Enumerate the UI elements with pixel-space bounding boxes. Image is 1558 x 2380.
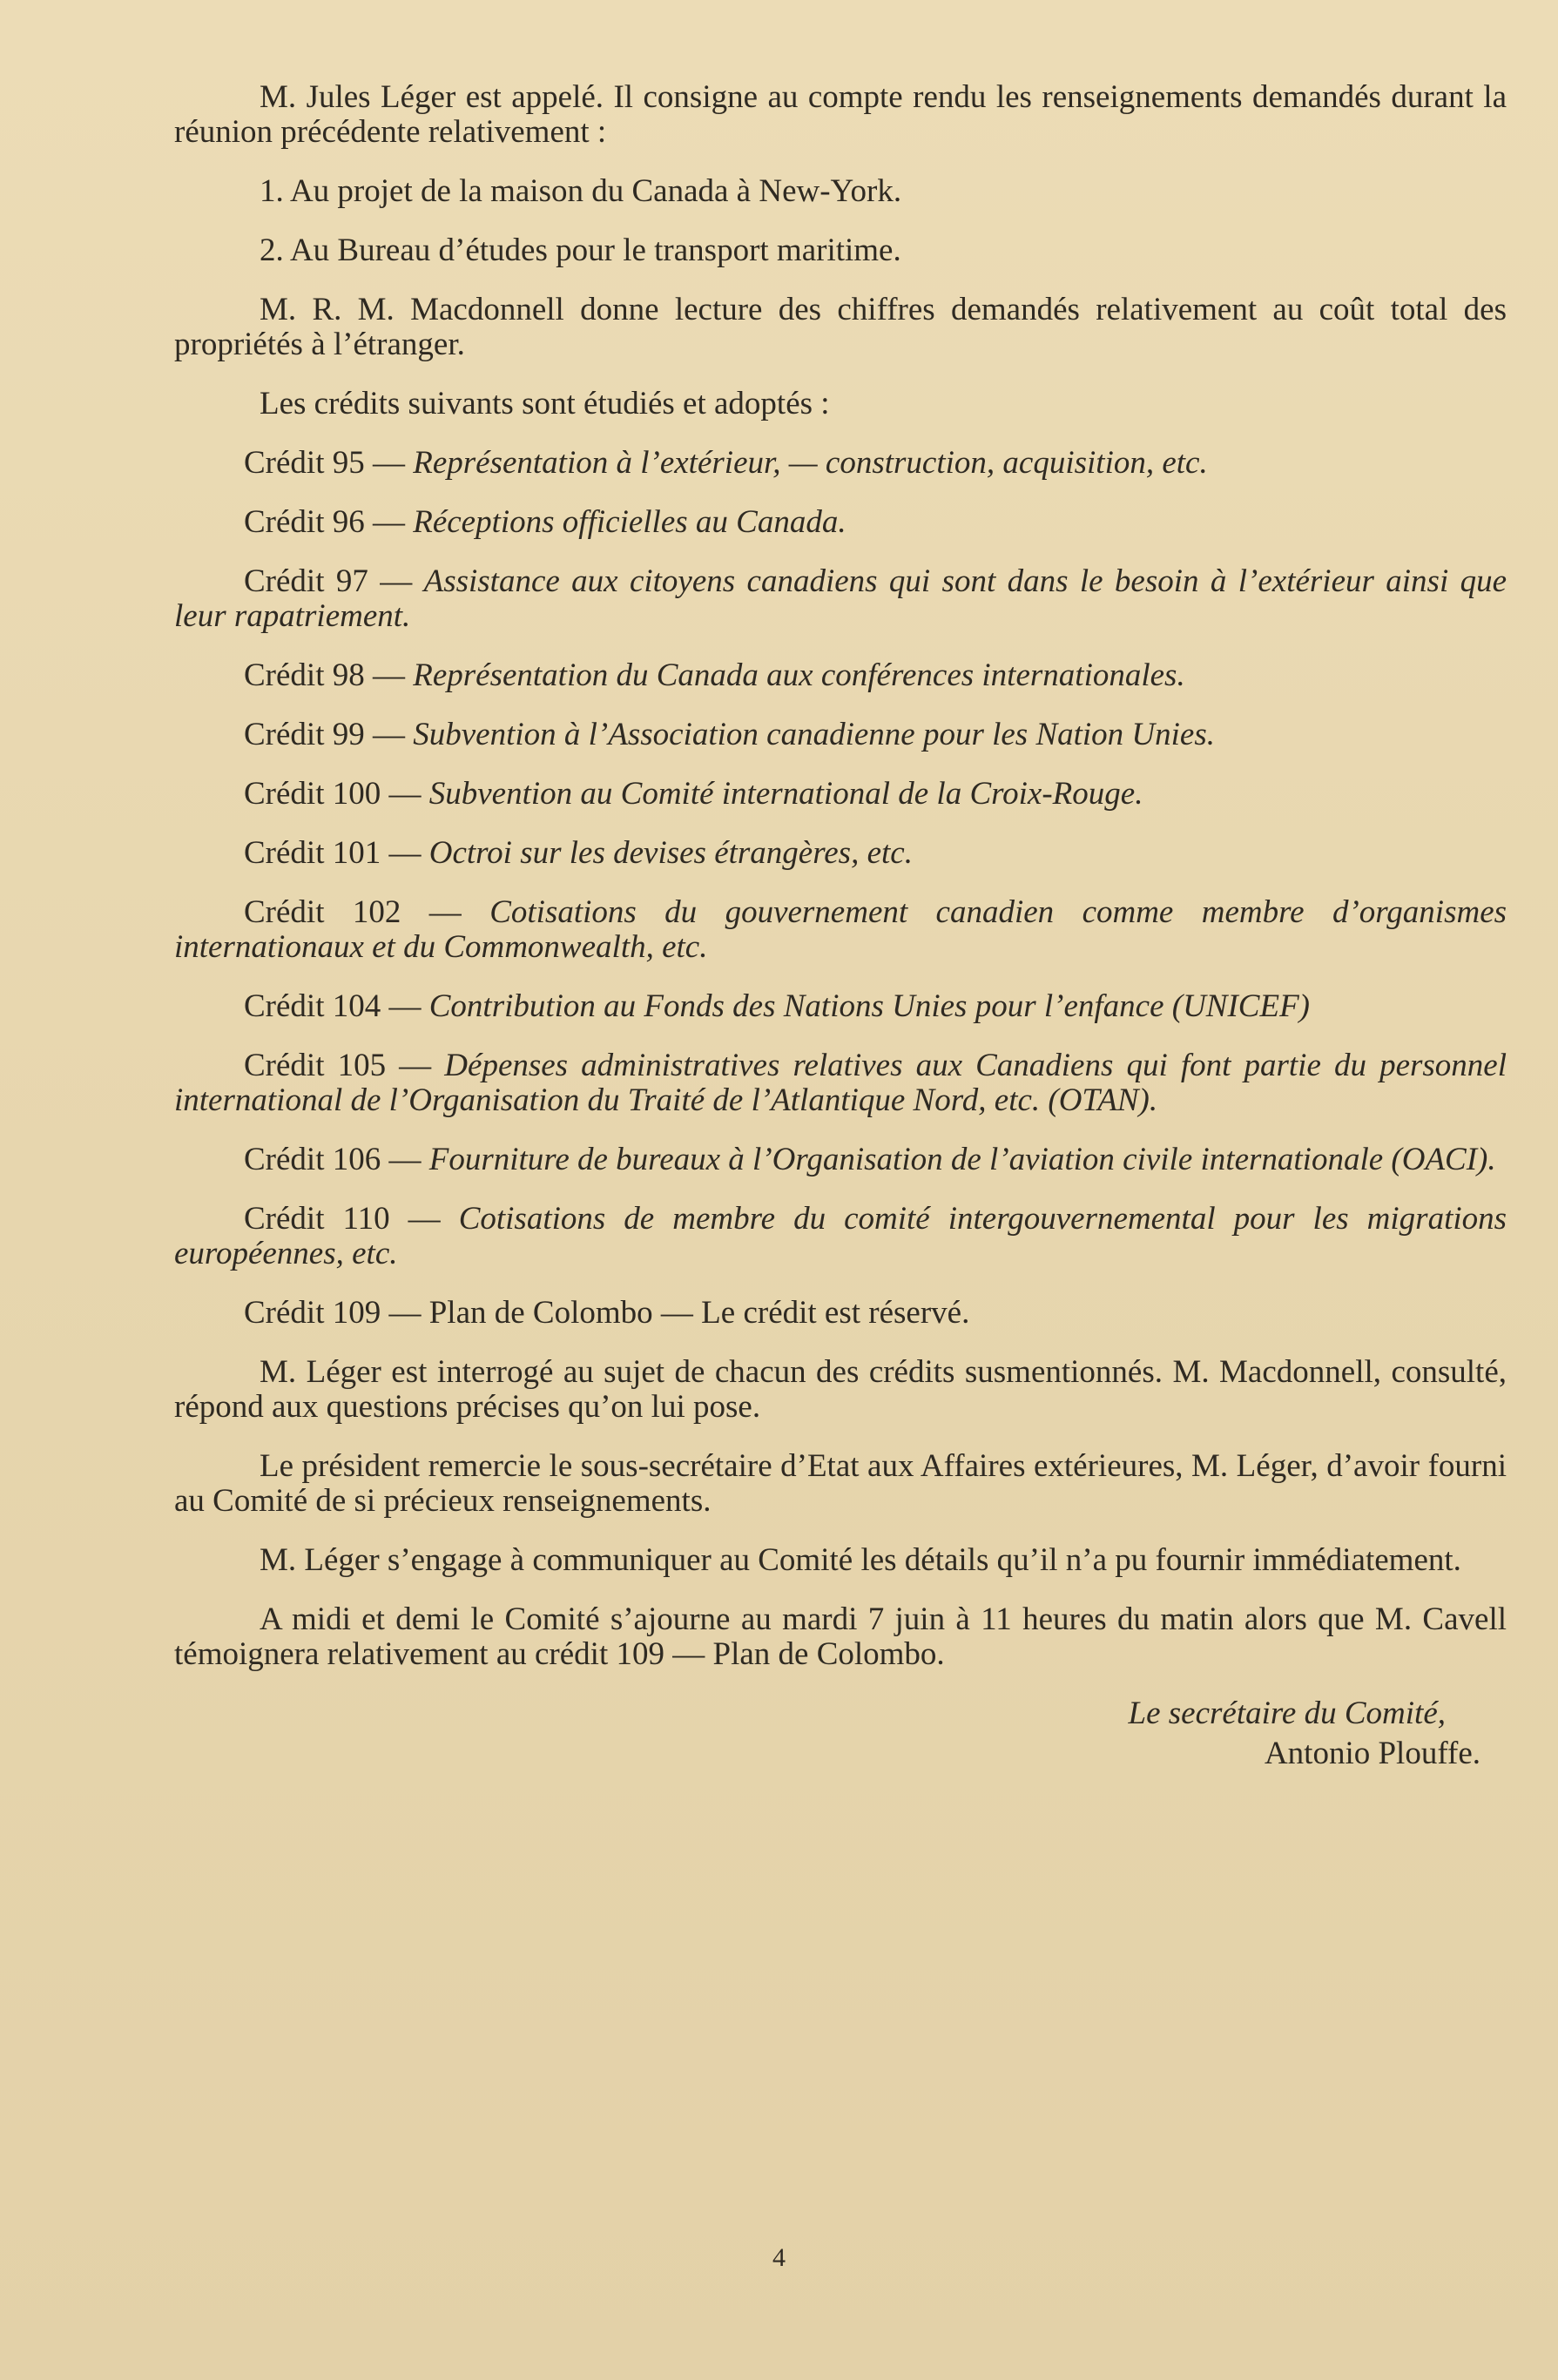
numbered-item: 2. Au Bureau d’études pour le transport maritime. <box>260 233 901 268</box>
credit-number: Crédit 97 — <box>244 563 413 599</box>
credit-number: Crédit 101 — <box>244 835 422 871</box>
credit-title: Assistance aux citoyens canadiens qui sont dans le besoin à l’extérieur ainsi que leur rapatriement. <box>174 563 1507 634</box>
macdonnell-paragraph: M. R. M. Macdonnell donne lecture des chiffres demandés relativement au coût total des propriétés à l’étranger. <box>174 292 1507 362</box>
credit-title: Cotisations du gouvernement canadien comme membre d’organismes internationaux et du Commonwealth, etc. <box>174 894 1507 965</box>
credit-item <box>174 564 1507 634</box>
credit-title: Subvention à l’Association canadienne pour les Nation Unies. <box>413 717 1216 752</box>
credit-title: Représentation à l’extérieur, — construction, acquisition, etc. <box>413 445 1208 481</box>
credit-item <box>174 1048 1507 1118</box>
credit-title: Contribution au Fonds des Nations Unies pour l’enfance (UNICEF) <box>428 988 1311 1024</box>
credit-number: Crédit 100 — <box>244 776 422 812</box>
credit-number: Crédit 104 — <box>244 988 422 1024</box>
credit-item <box>174 1143 1507 1177</box>
document-body <box>174 80 1507 1771</box>
credit-item <box>174 718 1507 752</box>
credit-number: Crédit 102 — <box>244 894 462 930</box>
credit-item <box>174 777 1507 812</box>
credit-item <box>174 446 1507 481</box>
credit-number: Crédit 95 — <box>244 445 405 481</box>
credit-number: Crédit 98 — <box>244 657 405 693</box>
credit-title: Cotisations de membre du comité intergouvernemental pour les migrations européennes, etc. <box>174 1201 1507 1271</box>
body-paragraph: Le président remercie le sous-secrétaire d’Etat aux Affaires extérieures, M. Léger, d’avoir fourni au Comité de si précieux renseignements. <box>174 1448 1507 1519</box>
credit-number: Crédit 96 — <box>244 504 405 540</box>
credit-item <box>174 895 1507 965</box>
page-number: 4 <box>772 2243 786 2272</box>
credits-intro-paragraph: Les crédits suivants sont étudiés et adoptés : <box>260 386 830 421</box>
body-paragraph: A midi et demi le Comité s’ajourne au mardi 7 juin à 11 heures du matin alors que M. Cavell témoignera relativement au crédit 109 — Plan de Colombo. <box>174 1601 1507 1672</box>
signature-block <box>174 1696 1507 1771</box>
body-paragraph: M. Léger est interrogé au sujet de chacun des crédits susmentionnés. M. Macdonnell, consulté, répond aux questions précises qu’on lui pose. <box>174 1354 1507 1425</box>
credit-item <box>174 1202 1507 1271</box>
credit-number: Crédit 105 — <box>244 1048 432 1083</box>
numbered-item: 1. Au projet de la maison du Canada à New-York. <box>260 173 902 209</box>
credit-number: Crédit 99 — <box>244 717 405 752</box>
credit-number: Crédit 106 — <box>244 1142 422 1177</box>
signature-name: Antonio Plouffe. <box>1264 1736 1480 1771</box>
credit-title: Fourniture de bureaux à l’Organisation de l’aviation civile internationale (OACI). <box>428 1142 1496 1177</box>
credit-item <box>174 836 1507 871</box>
credit-item <box>174 505 1507 540</box>
credit-title: Réceptions officielles au Canada. <box>413 504 846 540</box>
credit-title: Représentation du Canada aux conférences internationales. <box>413 657 1185 693</box>
credit-109-reserved: Crédit 109 — Plan de Colombo — Le crédit est réservé. <box>244 1295 970 1331</box>
body-paragraph: M. Léger s’engage à communiquer au Comité les détails qu’il n’a pu fournir immédiatement. <box>260 1542 1461 1578</box>
credit-title: Octroi sur les devises étrangères, etc. <box>428 835 913 871</box>
signature-role: Le secrétaire du Comité, <box>1128 1696 1446 1731</box>
intro-paragraph: M. Jules Léger est appelé. Il consigne au compte rendu les renseignements demandés durant la réunion précédente relativement : <box>174 79 1507 150</box>
credit-title: Dépenses administratives relatives aux Canadiens qui font partie du personnel international de l’Organisation du Traité de l’Atlantique Nord, etc. (OTAN). <box>174 1048 1507 1118</box>
credit-item <box>174 658 1507 693</box>
credit-title: Subvention au Comité international de la Croix-Rouge. <box>428 776 1143 812</box>
credit-number: Crédit 110 — <box>244 1201 441 1237</box>
credit-item <box>174 989 1507 1024</box>
